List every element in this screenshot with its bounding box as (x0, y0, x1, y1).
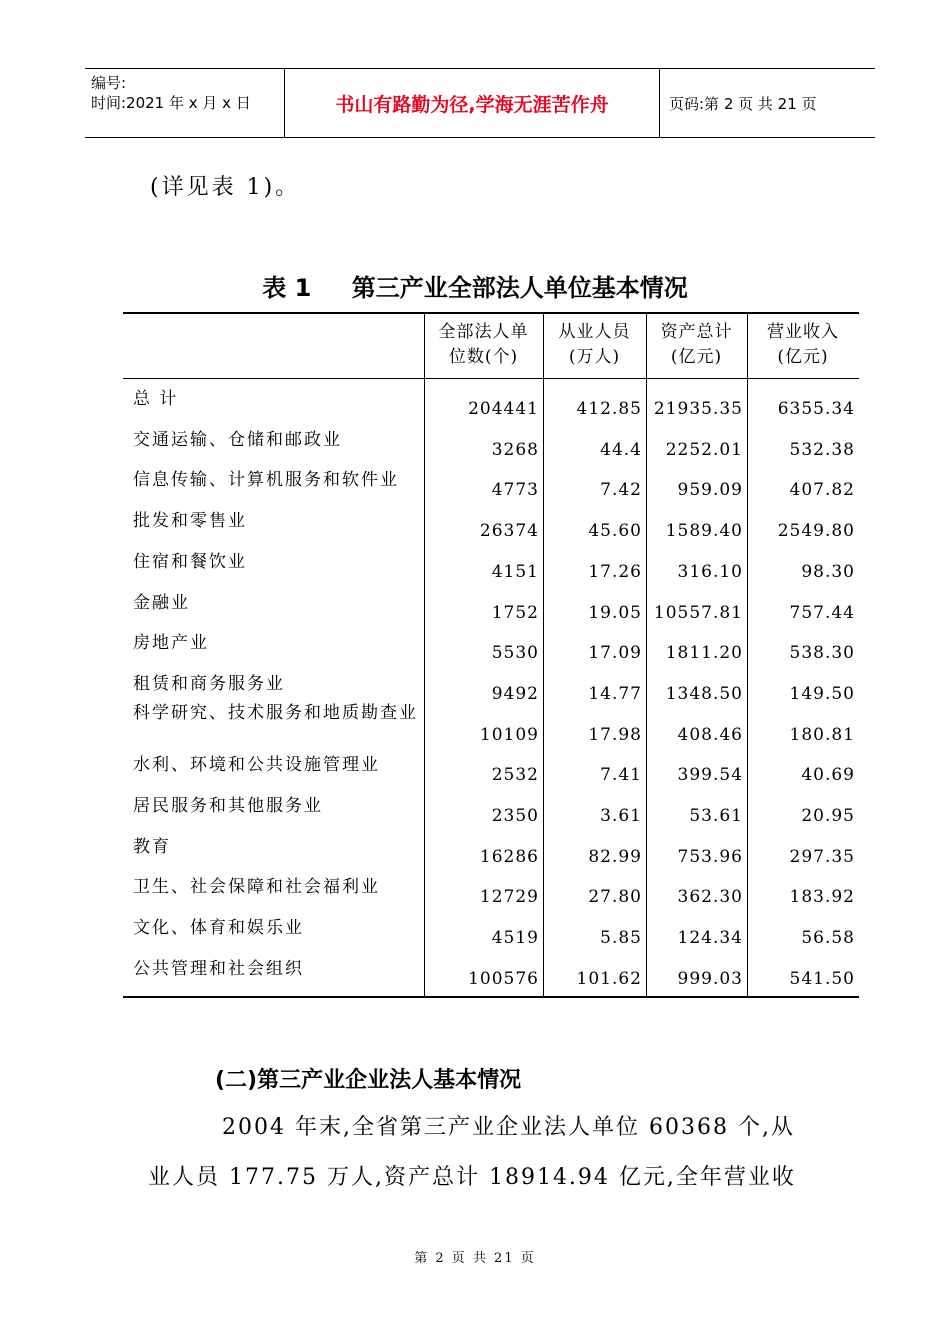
cell-assets: 753.96 (677, 846, 743, 867)
page-footer: 第 2 页 共 21 页 (414, 1251, 536, 1266)
header-line: 营业收入 (767, 322, 839, 342)
row-label: 教育 (133, 836, 171, 857)
table-row (123, 791, 859, 831)
table-row (123, 702, 859, 750)
cell-revenue: 20.95 (801, 806, 855, 826)
row-label: 水利、环境和公共设施管理业 (133, 755, 380, 776)
header-line: (亿元) (670, 347, 723, 367)
cell-assets: 408.46 (677, 724, 743, 745)
column-header-employees (543, 320, 646, 370)
cell-units: 4151 (491, 561, 539, 582)
cell-employees: 7.42 (600, 480, 642, 501)
cell-assets: 362.30 (677, 887, 743, 908)
cell-assets: 399.54 (677, 765, 743, 786)
cell-units: 4519 (491, 928, 539, 949)
header-time-label: 时间:2021 年 x 月 x 日 (91, 94, 251, 112)
table-row (123, 465, 859, 505)
cell-revenue: 407.82 (789, 480, 855, 501)
cell-assets: 1589.40 (665, 521, 743, 542)
row-label: 批发和零售业 (133, 511, 247, 532)
cell-assets: 999.03 (677, 968, 743, 989)
cell-units: 3268 (491, 439, 539, 460)
cell-revenue: 2549.80 (777, 521, 855, 542)
header-page-info: 页码:第 2 页 共 21 页 (669, 94, 817, 113)
header-line: 位数(个) (448, 347, 519, 367)
row-label: 卫生、社会保障和社会福利业 (133, 877, 380, 898)
cell-revenue: 297.35 (789, 846, 855, 867)
table-row (123, 588, 859, 628)
header-number-label: 编号: (91, 74, 127, 92)
header-line: 全部法人单 (438, 322, 529, 342)
row-label: 公共管理和社会组织 (133, 958, 304, 979)
cell-assets: 10557.81 (653, 602, 743, 623)
table-header-rule (123, 378, 859, 379)
table-row (123, 913, 859, 953)
paragraph-line-2: 业人员 177.75 万人,资产总计 18914.94 亿元,全年营业收 (148, 1165, 796, 1190)
cell-employees: 27.80 (588, 887, 642, 908)
table-title (0, 268, 950, 303)
cell-revenue: 98.30 (801, 561, 855, 582)
row-label: 金融业 (133, 592, 190, 613)
cell-units: 9492 (491, 683, 539, 704)
column-header-assets (646, 320, 747, 370)
header-line: 从业人员 (558, 322, 631, 342)
table-top-rule (123, 312, 859, 314)
header-line: (亿元) (777, 347, 829, 367)
cell-assets: 316.10 (677, 561, 743, 582)
column-header-revenue (747, 320, 859, 370)
cell-employees: 82.99 (588, 846, 642, 867)
cell-revenue: 532.38 (789, 439, 855, 460)
cell-employees: 14.77 (588, 683, 642, 704)
cell-revenue: 6355.34 (777, 399, 855, 419)
cell-employees: 17.09 (588, 643, 642, 664)
row-label: 科学研究、技术服务和地质勘查业 (133, 702, 418, 723)
row-label: 文化、体育和娱乐业 (133, 918, 304, 939)
cell-assets: 959.09 (677, 480, 743, 501)
row-label: 租赁和商务服务业 (133, 673, 285, 694)
cell-revenue: 56.58 (801, 928, 855, 949)
row-label: 交通运输、仓储和邮政业 (133, 429, 342, 450)
cell-employees: 17.26 (588, 561, 642, 582)
cell-units: 26374 (479, 521, 539, 542)
cell-units: 100576 (468, 968, 539, 989)
cell-assets: 21935.35 (653, 399, 743, 419)
column-header-units (424, 320, 543, 370)
cell-employees: 44.4 (600, 439, 642, 460)
table-bottom-rule (123, 996, 859, 998)
cell-employees: 17.98 (588, 724, 642, 745)
table-row (123, 547, 859, 587)
cell-employees: 3.61 (600, 806, 642, 826)
cell-revenue: 149.50 (789, 683, 855, 704)
cell-units: 4773 (491, 480, 539, 501)
cell-employees: 101.62 (576, 968, 642, 989)
header-meta (85, 69, 285, 137)
cell-units: 2350 (491, 806, 539, 826)
cell-units: 16286 (479, 846, 539, 867)
cell-revenue: 40.69 (801, 765, 855, 786)
table-row (123, 832, 859, 872)
table-row (123, 628, 859, 668)
table-row (123, 872, 859, 912)
row-label: 信息传输、计算机服务和软件业 (133, 470, 399, 491)
row-label: 居民服务和其他服务业 (133, 796, 323, 816)
cell-assets: 1348.50 (665, 683, 743, 704)
row-label: 房地产业 (133, 633, 209, 654)
header-line: 资产总计 (660, 322, 733, 342)
cell-revenue: 538.30 (789, 643, 855, 664)
table-row (123, 425, 859, 465)
cell-revenue: 757.44 (789, 602, 855, 623)
cell-employees: 412.85 (576, 399, 642, 419)
cell-assets: 124.34 (677, 928, 743, 949)
cell-assets: 1811.20 (665, 643, 743, 664)
cell-employees: 45.60 (588, 521, 642, 542)
row-label: 总 计 (133, 389, 179, 409)
cell-units: 10109 (479, 724, 539, 745)
cell-units: 2532 (491, 765, 539, 786)
cell-units: 204441 (468, 399, 539, 419)
cell-units: 12729 (479, 887, 539, 908)
cell-employees: 5.85 (600, 928, 642, 949)
table-row (123, 506, 859, 546)
cell-employees: 7.41 (600, 765, 642, 786)
section-heading: (二)第三产业企业法人基本情况 (215, 1068, 522, 1093)
table-row (123, 750, 859, 790)
cell-revenue: 180.81 (789, 724, 855, 745)
cell-units: 1752 (491, 602, 539, 623)
table-row (123, 384, 859, 424)
cell-units: 5530 (491, 643, 539, 664)
header-motto: 书山有路勤为径,学海无涯苦作舟 (285, 69, 660, 137)
header-line: (万人) (568, 347, 621, 367)
cell-assets: 53.61 (689, 806, 743, 826)
cell-employees: 19.05 (588, 602, 642, 623)
cell-assets: 2252.01 (665, 439, 743, 460)
page-header (85, 68, 875, 138)
cell-revenue: 183.92 (789, 887, 855, 908)
table-row (123, 954, 859, 994)
row-label: 住宿和餐饮业 (133, 551, 247, 572)
cell-revenue: 541.50 (789, 968, 855, 989)
paragraph-line-1: 2004 年末,全省第三产业企业法人单位 60368 个,从 (222, 1115, 795, 1140)
table-title-text: 第三产业全部法人单位基本情况 (351, 274, 688, 302)
table-number: 表 1 (262, 274, 312, 302)
see-table-note: (详见表 1)。 (150, 175, 301, 200)
